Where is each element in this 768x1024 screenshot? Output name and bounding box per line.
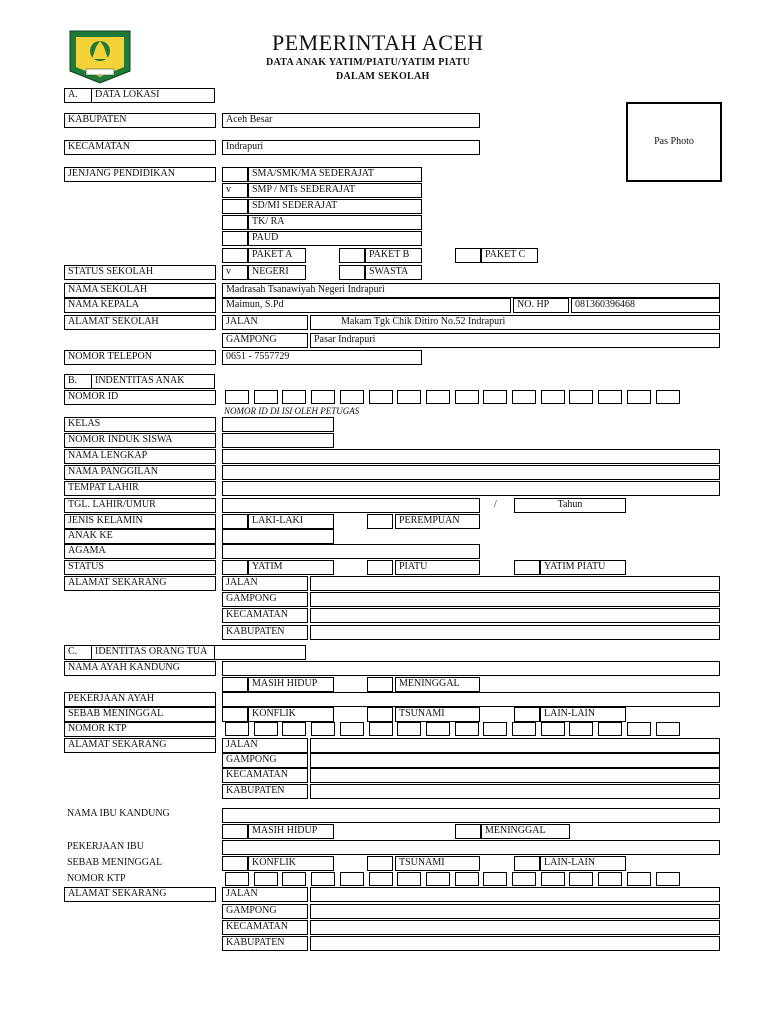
photo-label: Pas Photo bbox=[654, 136, 694, 147]
ibu-ktp-digit-box[interactable] bbox=[512, 872, 536, 886]
ayah-ktp-digit-box[interactable] bbox=[225, 722, 249, 736]
ayah-konflik-label: KONFLIK bbox=[248, 707, 334, 722]
ayah-tsunami-checkbox[interactable] bbox=[367, 707, 393, 722]
yatim-piatu-label: YATIM PIATU bbox=[540, 560, 626, 575]
nama-lengkap-field[interactable] bbox=[222, 449, 720, 464]
ayah-meninggal-label: MENINGGAL bbox=[395, 677, 480, 692]
ayah-hidup-label: MASIH HIDUP bbox=[248, 677, 334, 692]
yatim-label: YATIM bbox=[248, 560, 334, 575]
jenjang-option: SMA/SMK/MA SEDERAJAT bbox=[248, 167, 422, 182]
jenjang-label: JENJANG PENDIDIKAN bbox=[64, 167, 216, 182]
nomor-id-digit-box[interactable] bbox=[340, 390, 364, 404]
jenjang-option: SD/MI SEDERAJAT bbox=[248, 199, 422, 214]
yatim-piatu-checkbox[interactable] bbox=[514, 560, 540, 575]
ayah-jalan-field[interactable] bbox=[310, 738, 720, 753]
kabupaten-field[interactable]: Aceh Besar bbox=[222, 113, 480, 128]
laki-checkbox[interactable] bbox=[222, 514, 248, 529]
nomor-id-digit-box[interactable] bbox=[569, 390, 593, 404]
ayah-kecamatan-field[interactable] bbox=[310, 768, 720, 783]
jenjang-checkbox[interactable] bbox=[222, 199, 248, 214]
ayah-lain-label: LAIN-LAIN bbox=[540, 707, 626, 722]
ibu-gampong-field[interactable] bbox=[310, 904, 720, 919]
nama-sekolah-field[interactable]: Madrasah Tsanawiyah Negeri Indrapuri bbox=[222, 283, 720, 298]
anak-ke-field[interactable] bbox=[222, 529, 334, 544]
nomor-id-digit-box[interactable] bbox=[483, 390, 507, 404]
ibu-ktp-digit-box[interactable] bbox=[225, 872, 249, 886]
ibu-ktp-digit-box[interactable] bbox=[311, 872, 335, 886]
pekerjaan-ayah-label: PEKERJAAN AYAH bbox=[64, 692, 216, 707]
ayah-ktp-digit-box[interactable] bbox=[598, 722, 622, 736]
jenjang-checkbox[interactable] bbox=[222, 215, 248, 230]
ayah-meninggal-checkbox[interactable] bbox=[367, 677, 393, 692]
gampong-label: GAMPONG bbox=[222, 333, 308, 348]
yatim-checkbox[interactable] bbox=[222, 560, 248, 575]
ayah-ktp-digit-box[interactable] bbox=[311, 722, 335, 736]
ayah-hidup-checkbox[interactable] bbox=[222, 677, 248, 692]
anak-kecamatan-label: KECAMATAN bbox=[222, 608, 308, 623]
ibu-lain-checkbox[interactable] bbox=[514, 856, 540, 871]
ayah-label: NAMA AYAH KANDUNG bbox=[64, 661, 216, 676]
no-hp-field[interactable]: 081360396468 bbox=[571, 298, 720, 313]
ayah-jalan-label: JALAN bbox=[222, 738, 308, 753]
ibu-ktp-digit-box[interactable] bbox=[426, 872, 450, 886]
ayah-ktp-digit-box[interactable] bbox=[282, 722, 306, 736]
ibu-field[interactable] bbox=[222, 808, 720, 823]
kecamatan-label: KECAMATAN bbox=[64, 140, 216, 155]
ayah-ktp-digit-box[interactable] bbox=[483, 722, 507, 736]
ayah-kabupaten-field[interactable] bbox=[310, 784, 720, 799]
gampong-field[interactable]: Pasar Indrapuri bbox=[310, 333, 720, 348]
swasta-label: SWASTA bbox=[365, 265, 422, 280]
form-subtitle: DATA ANAK YATIM/PIATU/YATIM PIATU bbox=[266, 57, 471, 68]
kecamatan-field[interactable]: Indrapuri bbox=[222, 140, 480, 155]
tgl-separator: / bbox=[494, 499, 497, 510]
tempat-lahir-field[interactable] bbox=[222, 481, 720, 496]
paket-b-label: PAKET B bbox=[365, 248, 422, 263]
ibu-meninggal-checkbox[interactable] bbox=[455, 824, 481, 839]
ibu-ktp-digit-box[interactable] bbox=[397, 872, 421, 886]
umur-field[interactable] bbox=[514, 498, 626, 513]
ayah-field[interactable] bbox=[222, 661, 720, 676]
laki-label: LAKI-LAKI bbox=[248, 514, 334, 529]
alamat-sekolah-label: ALAMAT SEKOLAH bbox=[64, 315, 216, 330]
jalan-label: JALAN bbox=[222, 315, 308, 330]
ayah-kabupaten-label: KABUPATEN bbox=[222, 784, 308, 799]
anak-gampong-field[interactable] bbox=[310, 592, 720, 607]
ibu-ktp-digit-box[interactable] bbox=[569, 872, 593, 886]
ibu-ktp-label: NOMOR KTP bbox=[67, 873, 126, 884]
piatu-label: PIATU bbox=[395, 560, 480, 575]
ibu-kabupaten-field[interactable] bbox=[310, 936, 720, 951]
perempuan-label: PEREMPUAN bbox=[395, 514, 480, 529]
ayah-ktp-digit-box[interactable] bbox=[254, 722, 278, 736]
ibu-tsunami-checkbox[interactable] bbox=[367, 856, 393, 871]
ibu-lain-label: LAIN-LAIN bbox=[540, 856, 626, 871]
section-b-title: INDENTITAS ANAK bbox=[91, 374, 215, 389]
anak-kecamatan-field[interactable] bbox=[310, 608, 720, 623]
nis-field[interactable] bbox=[222, 433, 334, 448]
ayah-gampong-field[interactable] bbox=[310, 753, 720, 768]
ayah-ktp-digit-box[interactable] bbox=[426, 722, 450, 736]
tahun-label: Tahun bbox=[557, 499, 583, 510]
ibu-ktp-digit-box[interactable] bbox=[369, 872, 393, 886]
paket-b-checkbox[interactable] bbox=[339, 248, 365, 263]
ibu-kecamatan-label: KECAMATAN bbox=[222, 920, 308, 935]
jenjang-checkbox[interactable] bbox=[222, 167, 248, 182]
ibu-label: NAMA IBU KANDUNG bbox=[67, 808, 170, 819]
nomor-id-note: NOMOR ID DI ISI OLEH PETUGAS bbox=[224, 406, 360, 416]
ibu-meninggal-label: MENINGGAL bbox=[481, 824, 570, 839]
jenis-kelamin-label: JENIS KELAMIN bbox=[64, 514, 216, 529]
tempat-lahir-label: TEMPAT LAHIR bbox=[64, 481, 216, 496]
section-a-title: DATA LOKASI bbox=[91, 88, 215, 103]
anak-kabupaten-label: KABUPATEN bbox=[222, 625, 308, 640]
agama-label: AGAMA bbox=[64, 544, 216, 559]
nama-sekolah-label: NAMA SEKOLAH bbox=[64, 283, 216, 298]
section-c-letter: C. bbox=[64, 645, 92, 660]
ayah-tsunami-label: TSUNAMI bbox=[395, 707, 480, 722]
nomor-id-digit-box[interactable] bbox=[455, 390, 479, 404]
anak-ke-label: ANAK KE bbox=[64, 529, 216, 544]
nomor-id-digit-box[interactable] bbox=[627, 390, 651, 404]
ibu-ktp-digit-box[interactable] bbox=[455, 872, 479, 886]
ayah-alamat-label: ALAMAT SEKARANG bbox=[64, 738, 216, 753]
ibu-hidup-checkbox[interactable] bbox=[222, 824, 248, 839]
aceh-emblem-logo bbox=[66, 29, 134, 85]
nomor-id-digit-box[interactable] bbox=[656, 390, 680, 404]
anak-jalan-field[interactable] bbox=[310, 576, 720, 591]
ibu-ktp-digit-box[interactable] bbox=[541, 872, 565, 886]
ayah-ktp-label: NOMOR KTP bbox=[64, 722, 216, 737]
nomor-id-digit-box[interactable] bbox=[254, 390, 278, 404]
ibu-konflik-label: KONFLIK bbox=[248, 856, 334, 871]
ayah-kecamatan-label: KECAMATAN bbox=[222, 768, 308, 783]
negeri-checkbox[interactable]: v bbox=[222, 265, 248, 280]
perempuan-checkbox[interactable] bbox=[367, 514, 393, 529]
ayah-konflik-checkbox[interactable] bbox=[222, 707, 248, 722]
anak-jalan-label: JALAN bbox=[222, 576, 308, 591]
nomor-id-digit-box[interactable] bbox=[541, 390, 565, 404]
anak-gampong-label: GAMPONG bbox=[222, 592, 308, 607]
nomor-id-digit-box[interactable] bbox=[225, 390, 249, 404]
ayah-ktp-digit-box[interactable] bbox=[656, 722, 680, 736]
ibu-jalan-label: JALAN bbox=[222, 887, 308, 902]
ibu-gampong-label: GAMPONG bbox=[222, 904, 308, 919]
ibu-sebab-label: SEBAB MENINGGAL bbox=[67, 857, 163, 868]
paket-a-label: PAKET A bbox=[248, 248, 306, 263]
ibu-jalan-field[interactable] bbox=[310, 887, 720, 902]
jenjang-option: SMP / MTs SEDERAJAT bbox=[248, 183, 422, 198]
ibu-tsunami-label: TSUNAMI bbox=[395, 856, 480, 871]
status-label: STATUS bbox=[64, 560, 216, 575]
kelas-field[interactable] bbox=[222, 417, 334, 432]
jalan-value: Makam Tgk Chik Ditiro No.52 Indrapuri bbox=[341, 316, 506, 327]
paket-c-label: PAKET C bbox=[481, 248, 538, 263]
ayah-ktp-digit-box[interactable] bbox=[512, 722, 536, 736]
nama-panggilan-field[interactable] bbox=[222, 465, 720, 480]
form-subtitle-2: DALAM SEKOLAH bbox=[336, 71, 430, 82]
ibu-alamat-label: ALAMAT SEKARANG bbox=[64, 887, 216, 902]
nama-lengkap-label: NAMA LENGKAP bbox=[64, 449, 216, 464]
status-sekolah-label: STATUS SEKOLAH bbox=[64, 265, 216, 280]
ayah-ktp-digit-box[interactable] bbox=[397, 722, 421, 736]
ayah-gampong-label: GAMPONG bbox=[222, 753, 308, 768]
nama-kepala-label: NAMA KEPALA bbox=[64, 298, 216, 313]
ayah-lain-checkbox[interactable] bbox=[514, 707, 540, 722]
ibu-ktp-digit-box[interactable] bbox=[340, 872, 364, 886]
ayah-sebab-label: SEBAB MENINGGAL bbox=[64, 707, 216, 722]
jenjang-option: PAUD bbox=[248, 231, 422, 246]
no-hp-label: NO. HP bbox=[513, 298, 569, 313]
ayah-ktp-digit-box[interactable] bbox=[340, 722, 364, 736]
telepon-label: NOMOR TELEPON bbox=[64, 350, 216, 365]
nama-kepala-field[interactable]: Maimun, S.Pd bbox=[222, 298, 511, 313]
pekerjaan-ibu-label: PEKERJAAN IBU bbox=[67, 841, 144, 852]
agama-field[interactable] bbox=[222, 544, 480, 559]
jalan-field[interactable] bbox=[310, 315, 720, 330]
nomor-id-digit-box[interactable] bbox=[397, 390, 421, 404]
alamat-anak-label: ALAMAT SEKARANG bbox=[64, 576, 216, 591]
nomor-id-digit-box[interactable] bbox=[512, 390, 536, 404]
ibu-konflik-checkbox[interactable] bbox=[222, 856, 248, 871]
kabupaten-label: KABUPATEN bbox=[64, 113, 216, 128]
paket-a-checkbox[interactable] bbox=[222, 248, 248, 263]
jenjang-checkbox[interactable] bbox=[222, 231, 248, 246]
kelas-label: KELAS bbox=[64, 417, 216, 432]
nomor-id-digit-box[interactable] bbox=[426, 390, 450, 404]
ayah-ktp-digit-box[interactable] bbox=[569, 722, 593, 736]
telepon-field[interactable]: 0651 - 7557729 bbox=[222, 350, 422, 365]
piatu-checkbox[interactable] bbox=[367, 560, 393, 575]
ibu-ktp-digit-box[interactable] bbox=[254, 872, 278, 886]
anak-kabupaten-field[interactable] bbox=[310, 625, 720, 640]
nama-panggilan-label: NAMA PANGGILAN bbox=[64, 465, 216, 480]
paket-c-checkbox[interactable] bbox=[455, 248, 481, 263]
ibu-ktp-digit-box[interactable] bbox=[656, 872, 680, 886]
nomor-id-digit-box[interactable] bbox=[282, 390, 306, 404]
ibu-ktp-digit-box[interactable] bbox=[483, 872, 507, 886]
ibu-hidup-label: MASIH HIDUP bbox=[248, 824, 334, 839]
ayah-ktp-digit-box[interactable] bbox=[369, 722, 393, 736]
negeri-label: NEGERI bbox=[248, 265, 306, 280]
nomor-id-digit-box[interactable] bbox=[598, 390, 622, 404]
pekerjaan-ayah-field[interactable] bbox=[222, 692, 720, 707]
ibu-kecamatan-field[interactable] bbox=[310, 920, 720, 935]
ayah-ktp-digit-box[interactable] bbox=[627, 722, 651, 736]
ibu-kabupaten-label: KABUPATEN bbox=[222, 936, 308, 951]
photo-placeholder bbox=[626, 102, 722, 182]
section-c-title: IDENTITAS ORANG TUA bbox=[91, 645, 215, 660]
section-b-letter: B. bbox=[64, 374, 92, 389]
ayah-ktp-digit-box[interactable] bbox=[541, 722, 565, 736]
ibu-ktp-digit-box[interactable] bbox=[598, 872, 622, 886]
jenjang-checkbox[interactable]: v bbox=[222, 183, 248, 198]
jenjang-option: TK/ RA bbox=[248, 215, 422, 230]
ayah-ktp-digit-box[interactable] bbox=[455, 722, 479, 736]
ibu-ktp-digit-box[interactable] bbox=[627, 872, 651, 886]
nis-label: NOMOR INDUK SISWA bbox=[64, 433, 216, 448]
section-c-title-ext bbox=[215, 645, 306, 660]
swasta-checkbox[interactable] bbox=[339, 265, 365, 280]
nomor-id-digit-box[interactable] bbox=[311, 390, 335, 404]
pekerjaan-ibu-field[interactable] bbox=[222, 840, 720, 855]
nomor-id-digit-box[interactable] bbox=[369, 390, 393, 404]
nomor-id-label: NOMOR ID bbox=[64, 390, 216, 405]
page-title: PEMERINTAH ACEH bbox=[272, 30, 484, 55]
section-a-letter: A. bbox=[64, 88, 92, 103]
ibu-ktp-digit-box[interactable] bbox=[282, 872, 306, 886]
tgl-lahir-field[interactable] bbox=[222, 498, 480, 513]
tgl-lahir-label: TGL. LAHIR/UMUR bbox=[64, 498, 216, 513]
